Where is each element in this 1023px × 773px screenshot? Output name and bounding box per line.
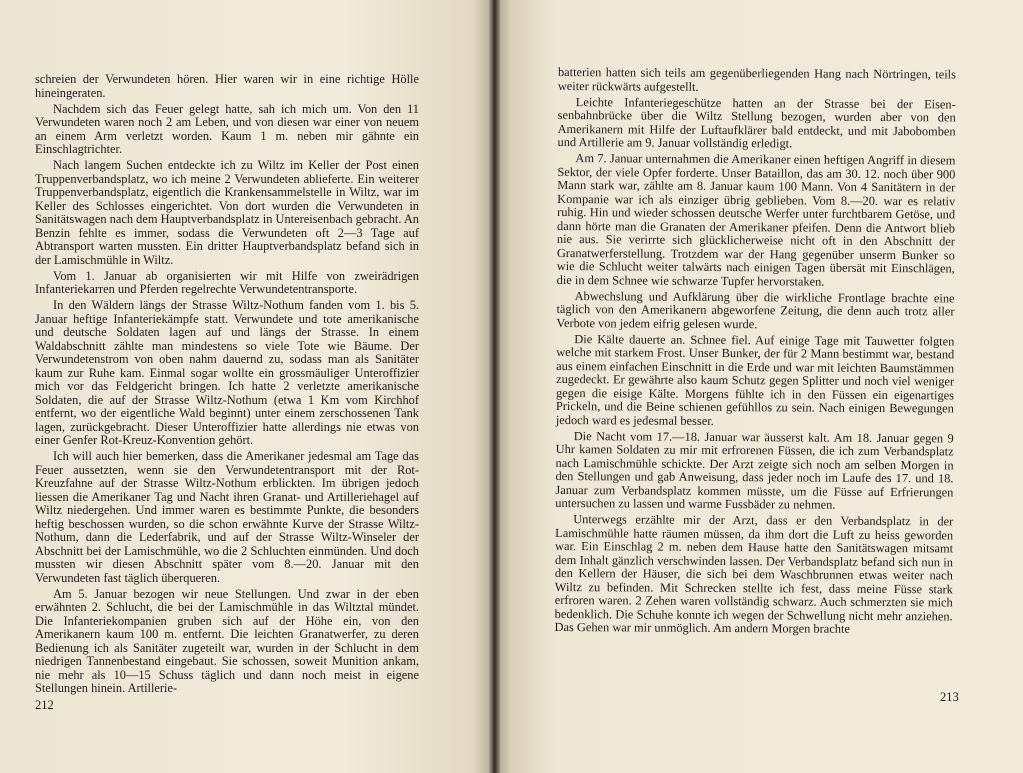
right-page-text	[555, 66, 956, 639]
paragraph: Vom 1. Januar ab organisierten wir mit Hilfe von zweirädrigen Infanteriekarren und Pferden regelrechte Verwundetentransporte.	[35, 268, 419, 296]
right-page	[495, 0, 1023, 773]
paragraph: In den Wäldern längs der Strasse Wiltz-Nothum fanden vom 1. bis 5. Januar heftige Infanteriekämpfe statt. Verwundete und tote amerikanische und deutsche Soldaten lagen auf und längs der Strasse. In einem Waldabschnitt zählte man mindestens so viele Tote wie Bäume. Der Verwundetenstrom von oben nahm dauernd zu, sodass man als Sanitäter kaum zur Ruhe kam. Einmal sogar wollte ein grossmäuliger Unteroffizier mich vor das Feldgericht bringen. Ich hatte 2 verletzte amerikanische Soldaten, die auf der Strasse Wiltz-Nothum (etwa 1 Km vom Kirchhof entfernt, wo der eigentliche Wald beginnt) unter einem zerschossenen Tank lagen, zurückgebracht. Dieser Unteroffizier hatte allerdings nie etwas von einer Genfer Rot-Kreuz-Konvention gehört.	[35, 298, 419, 447]
paragraph: Am 5. Januar bezogen wir neue Stellungen. Und zwar in der eben erwähnten 2. Schlucht, die bei der Lamischmühle in das Wiltztal mündet. Die Infanteriekompanien gruben sich auf der Höhe ein, von den Amerikanern kaum 100 m. entfernt. Die leichten Granatwerfer, zu deren Bedienung ich als Sanitäter zugeteilt war, wurden in der Schlucht in dem niedrigen Tannenbestand eingebaut. Sie schossen, soweit Munition ankam, nie mehr als 10—15 Schuss täglich und dann noch meist in eigene Stellungen hinein. Artillerie-	[35, 586, 419, 695]
paragraph: Unterwegs erzählte mir der Arzt, dass er den Verbandsplatz in der Lamischmühle hatte räumen müssen, da ihm dort die Luft zu heiss geworden war. Ein Einschlag 2 m. neben dem Hause hatte den Sanitätswagen mitsamt dem Inhalt gänzlich verschwinden lassen. Der Verbandsplatz befand sich nun in den Kellern der Häuser, die sich bei dem Waschbrunnen etwas weiter nach Wiltz zu befinden. Mit Schrecken stellte ich fest, dass meine Füsse stark erfroren waren. 2 Zehen waren vollständig schwarz. Auch schmerzten sie mich bedenklich. Die Schuhe konnte ich wegen der Schwellung nicht mehr anziehen. Das Gehen war mir unmöglich. Am andern Morgen brachte	[554, 512, 954, 636]
left-page	[0, 0, 493, 773]
book-gutter	[488, 0, 500, 773]
paragraph: schreien der Verwundeten hören. Hier waren wir in eine richtige Hölle hineingeraten.	[35, 72, 419, 100]
left-page-text	[35, 73, 419, 698]
paragraph: Die Kälte dauerte an. Schnee fiel. Auf einige Tage mit Tauwetter folgten welche mit starkem Frost. Unser Bunker, der für 2 Mann bestimmt war, bestand aus einem einfachen Einschnitt in die Erde und war mit leichten Baumstämmen zugedeckt. Er gewährte also kaum Schutz gegen Splitter und noch viel weniger gegen die eisige Kälte. Morgens fühlte ich in den Füssen ein eigenartiges Prickeln, und die Beine schienen gefühllos zu sein. Nach einigen Bewegungen jedoch ward es jedesmal besser.	[555, 331, 955, 428]
paragraph: Nach langem Suchen entdeckte ich zu Wiltz im Keller der Post einen Truppenverbandsplatz, wo ich meine 2 Verwundeten ablieferte. Ein weiterer Truppenverbandsplatz, eigentlich die Krankensammelstelle in Wiltz, war im Keller des Schlosses eingerichtet. Von dort wurden die Verwundeten in Sanitätswagen nach dem Hauptverbandsplatz in Untereisenbach gebracht. An Benzin fehlte es immer, sodass die Verwundeten oft 2—3 Tage auf Abtransport warten mussten. Ein dritter Hauptverbandsplatz befand sich in der Lamischmühle in Wiltz.	[35, 158, 419, 267]
paragraph: Leichte Infanteriegeschütze hatten an der Strasse bei der Eisensenbahnbrücke über die Wiltz Stellung bezogen, wurden aber von den Amerikanern mit Hilfe der Luftaufklärer bald entdeckt, und mit Jabobomben und Artillerie am 9. Januar vollständig erledigt.	[557, 94, 956, 151]
paragraph: Abwechslung und Aufklärung über die wirkliche Frontlage brachte eine täglich von den Amerikanern abgeworfene Zeitung, die denn auch trotz aller Verbote von jedem eifrig gelesen wurde.	[556, 288, 955, 331]
paragraph: Die Nacht vom 17.—18. Januar war äusserst kalt. Am 18. Januar gegen 9 Uhr kamen Soldaten zu mir mit erfrorenen Füssen, die ich zum Verbandsplatz nach Lamischmühle schickte. Der Arzt zeigte sich noch am selben Morgen in den Stellungen und gab Anweisung, dass jeder noch im Laufe des 17. und 18. Januar zum Verbandsplatz kommen müsste, um die Füsse auf Erfrierungen untersuchen zu lassen und warme Fussbäder zu nehmen.	[555, 428, 954, 512]
paragraph: Nachdem sich das Feuer gelegt hatte, sah ich mich um. Von den 11 Verwundeten waren noch 2 am Leben, und von diesen war einer von neuem an einem Arm verletzt worden. Kaum 1 m. neben mir gähnte ein Einschlagtrichter.	[35, 101, 419, 156]
paragraph: batterien hatten sich teils am gegenüberliegenden Hang nach Nörtringen, teils weiter rückwärts aufgestellt.	[557, 65, 956, 94]
paragraph: Am 7. Januar unternahmen die Amerikaner einen heftigen Angriff in diesem Sektor, der viele Opfer forderte. Unser Bataillon, das am 30. 12. noch über 900 Mann stark war, zählte am 8. Januar kaum 100 Mann. Von 4 Sanitätern in der Kompanie war ich als einziger übrig geblieben. Vom 8.—20. war es relativ ruhig. Hin und wieder schossen deutsche Werfer unter furchtbarem Getöse, und dann hörte man die Granaten der Amerikaner pfeifen. Denn die Antwort blieb nie aus. Sie verirrte sich glücklicherweise nicht oft in den Abschnitt der Granatwerferstellung. Trotzdem war der Hang gegenüber unserm Bunker so wie die Schlucht weiter talwärts nach einigen Tagen übersät mit Einschlägen, die in dem Schnee wie schwarze Tupfer hervorstaken.	[556, 151, 956, 289]
page-number: 212	[35, 698, 54, 712]
page-number: 213	[940, 690, 959, 704]
paragraph: Ich will auch hier bemerken, dass die Amerikaner jedesmal am Tage das Feuer aussetzten, wenn sie den Verwundetentransport mit der Rot-Kreuzfahne auf der Strasse Wiltz-Nothum erblickten. Im übrigen jedoch liessen die Amerikaner Tag und Nacht ihren Granat- und Artilleriehagel auf Wiltz niedergehen. Und immer waren es bestimmte Punkte, die besonders heftig beschossen wurden, so die schon erwähnte Kurve der Strasse Wiltz-Nothum, dann die Lederfabrik, und auf der Strasse Wiltz-Winseler der Abschnitt bei der Lamischmühle, wo die 2 Schluchten einmünden. Und doch mussten wir diesen Abschnitt später vom 8.—20. Januar mit den Verwundeten fast täglich überqueren.	[35, 449, 419, 585]
